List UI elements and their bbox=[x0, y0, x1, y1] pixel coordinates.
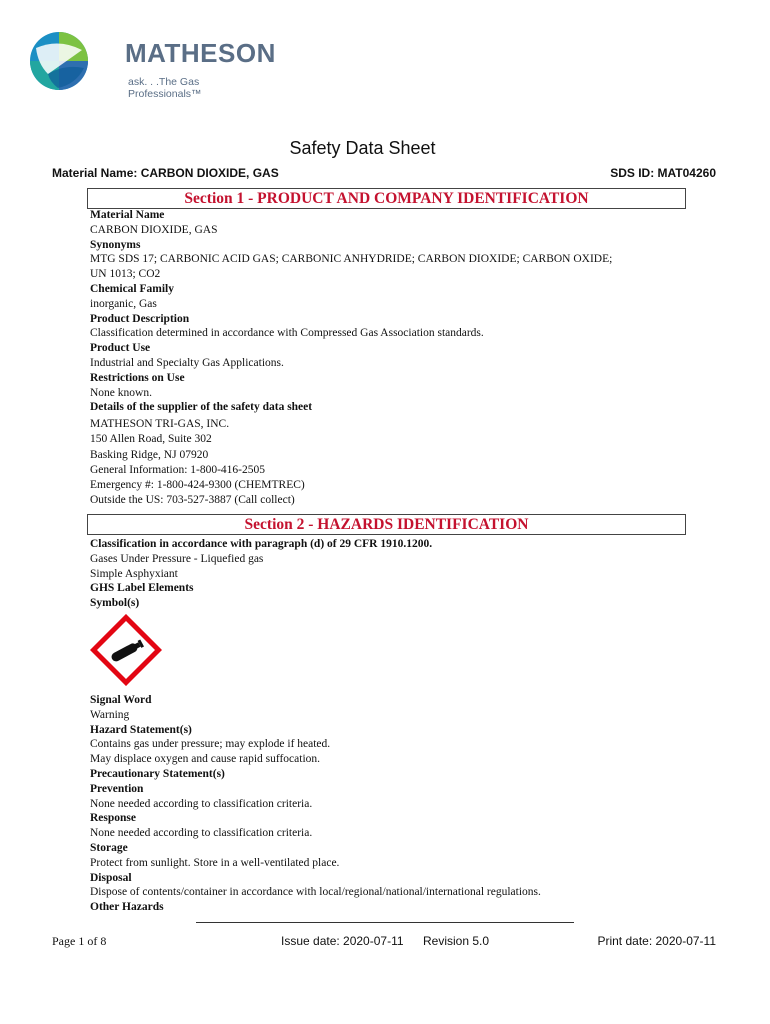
restrictions-heading: Restrictions on Use bbox=[90, 371, 185, 384]
symbols-heading: Symbol(s) bbox=[90, 597, 140, 610]
precautionary-heading: Precautionary Statement(s) bbox=[90, 767, 225, 780]
section-2-content-bottom bbox=[90, 693, 541, 915]
supplier-line: MATHESON TRI-GAS, INC. bbox=[90, 418, 230, 431]
issue-date: Issue date: 2020-07-11 bbox=[281, 934, 404, 948]
ghs-label-heading: GHS Label Elements bbox=[90, 582, 194, 595]
material-name-heading: Material Name bbox=[90, 209, 165, 221]
chemical-family-heading: Chemical Family bbox=[90, 282, 174, 295]
section-2-title: Section 2 - HAZARDS IDENTIFICATION bbox=[87, 514, 686, 535]
classification-line-2: Simple Asphyxiant bbox=[90, 567, 178, 580]
supplier-line: 150 Allen Road, Suite 302 bbox=[90, 433, 212, 446]
other-hazards-heading: Other Hazards bbox=[90, 901, 164, 914]
product-use-heading: Product Use bbox=[90, 342, 151, 355]
response-value: None needed according to classification criteria. bbox=[90, 827, 313, 840]
signal-word-heading: Signal Word bbox=[90, 694, 152, 706]
footer-divider bbox=[196, 922, 574, 923]
brand-tagline: ask. . .The Gas Professionals™ bbox=[128, 76, 202, 100]
disposal-heading: Disposal bbox=[90, 871, 132, 884]
supplier-line: Basking Ridge, NJ 07920 bbox=[90, 448, 209, 461]
section-1-content bbox=[90, 208, 612, 508]
hazard-statements-heading: Hazard Statement(s) bbox=[90, 723, 192, 736]
supplier-line: Emergency #: 1-800-424-9300 (CHEMTREC) bbox=[90, 478, 305, 491]
storage-heading: Storage bbox=[90, 841, 128, 854]
hazard-statement-2: May displace oxygen and cause rapid suffocation. bbox=[90, 753, 321, 766]
product-description-heading: Product Description bbox=[90, 312, 190, 325]
classification-line-1: Gases Under Pressure - Liquefied gas bbox=[90, 552, 264, 565]
hazard-statement-1: Contains gas under pressure; may explode if heated. bbox=[90, 738, 331, 751]
product-use-value: Industrial and Specialty Gas Applications. bbox=[90, 356, 284, 369]
product-description-value: Classification determined in accordance with Compressed Gas Association standards. bbox=[90, 327, 484, 340]
section-1-title: Section 1 - PRODUCT AND COMPANY IDENTIFICATION bbox=[87, 188, 686, 209]
page-number: Page 1 of 8 bbox=[52, 934, 107, 948]
supplier-line: General Information: 1-800-416-2505 bbox=[90, 463, 266, 476]
section-2-content-top bbox=[90, 537, 432, 611]
gas-cylinder-icon bbox=[90, 614, 162, 691]
signal-word-value: Warning bbox=[90, 708, 130, 721]
document-title: Safety Data Sheet bbox=[289, 138, 436, 158]
synonyms-heading: Synonyms bbox=[90, 238, 141, 251]
supplier-heading: Details of the supplier of the safety data sheet bbox=[90, 401, 313, 414]
globe-logo-icon bbox=[28, 30, 90, 92]
print-date: Print date: 2020-07-11 bbox=[597, 934, 716, 948]
brand-name: MATHESON bbox=[125, 38, 276, 68]
disposal-value: Dispose of contents/container in accordance with local/regional/national/international regulations. bbox=[90, 886, 541, 899]
material-name-header: Material Name: CARBON DIOXIDE, GAS bbox=[52, 166, 279, 180]
chemical-family-value: inorganic, Gas bbox=[90, 297, 157, 310]
synonyms-line-2: UN 1013; CO2 bbox=[90, 268, 161, 281]
sds-id: SDS ID: MAT04260 bbox=[610, 166, 716, 180]
revision-number: Revision 5.0 bbox=[423, 934, 490, 948]
storage-value: Protect from sunlight. Store in a well-ventilated place. bbox=[90, 856, 340, 869]
material-name-value: CARBON DIOXIDE, GAS bbox=[90, 223, 218, 236]
restrictions-value: None known. bbox=[90, 386, 152, 399]
classification-heading: Classification in accordance with paragraph (d) of 29 CFR 1910.1200. bbox=[90, 538, 433, 550]
response-heading: Response bbox=[90, 812, 137, 825]
prevention-value: None needed according to classification criteria. bbox=[90, 797, 313, 810]
supplier-line: Outside the US: 703-527-3887 (Call collect) bbox=[90, 494, 295, 507]
matheson-logo bbox=[28, 30, 276, 100]
prevention-heading: Prevention bbox=[90, 782, 144, 795]
synonyms-line-1: MTG SDS 17; CARBONIC ACID GAS; CARBONIC ANHYDRIDE; CARBON DIOXIDE; CARBON OXIDE; bbox=[90, 253, 613, 266]
